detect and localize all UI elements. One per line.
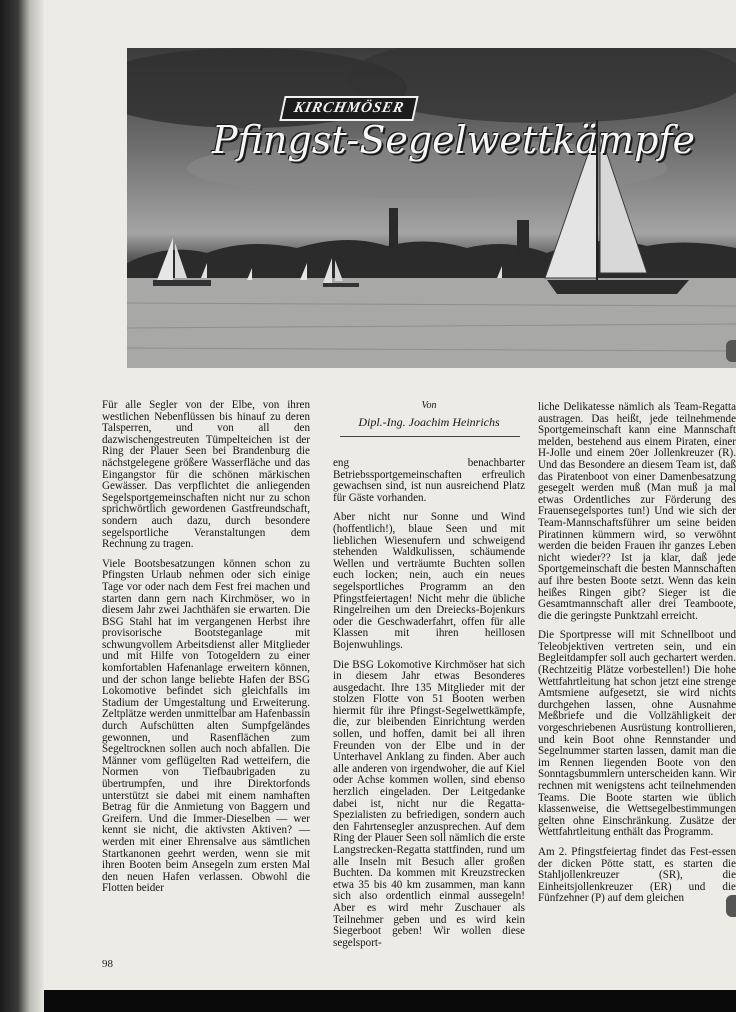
photo-illustration [127,48,736,368]
paragraph: Viele Bootsbesatzungen können schon zu Pfingsten Urlaub nehmen oder sich einige Tage vor oder nach dem Fest frei machen und starten dann gern nach Kirchmöser, wo in diesem Jahr zwei Jachthäfen sie erwarten. Die BSG Stahl hat im vergangenen Herbst ihre provisorische Bootsteganlage mit schwungvollem Arbeitsdienst aller Mitglieder und mit Hilfe von Totogeldern zu einer komfortablen Hafenanlage erweitern können, und der schon lange beliebte Hafen der BSG Lokomotive befindet sich gleichfalls im Stadium der Umgestaltung und Erweiterung. Zeltplätze werden unmittelbar am Hafenbassin durch Aufschütten alten Sumpfgeländes gewonnen, und Rasenflächen zum Segeltrocknen sollen auch noch abfallen. Die Männer vom geflügelten Rad wetteifern, die Normen von Tiefbaubrigaden zu übertrumpfen, und ihre Direktorfonds unterstützt sie dabei mit einem namhaften Betrag für die Anmietung von Baggern und Greifern. Und die Immer-Dieselben — wer kennt sie nicht, die aktivsten Aktiven? — werden mit einer Ehrensalve aus sämtlichen Startkanonen geehrt werden, wenn sie mit ihren Booten beim Ansegeln zum ersten Mal den neuen Hafen verlassen. Obwohl die Flotten beider [102,557,310,895]
byline-divider [340,436,520,437]
byline-von: Von [421,400,437,411]
paragraph: Für alle Segler von der Elbe, von ihren westlichen Nebenflüssen bis hinauf zu deren Talsperren, und von all den dazwischengestreuten Tümpelteichen ist der Ring der Plauer Seen bei Brandenburg die nächstgelegene größere Wasserfläche und das Eingangstor für die schönen märkischen Gewässer. Das verpflichtet die anliegenden Segelsportgemeinschaften nicht nur zu schon sprichwörtlich gewordenen Gastfreundschaft, sondern auch dazu, durch besondere segelsportliche Veranstaltungen dem Rechnung zu tragen. [102,399,310,551]
paragraph: Die BSG Lokomotive Kirchmöser hat sich in diesem Jahr etwas Besonderes ausgedacht. Ihre 135 Mitglieder mit der stolzen Flotte von 51 Booten werben hiermit für ihre Pfingst-Segelwettkämpfe, die, zur bleibenden Einrichtung werden sollen, und hoffen, damit bei all ihren Freunden von der Elbe und in der Unterhavel Anklang zu finden. Aber auch alle anderen von irgendwoher, die auf Kiel oder Achse kommen wollen, sind ebenso herzlich eingeladen. Der Leitgedanke dabei ist, nicht nur die Regatta-Spezialisten zu befriedigen, sondern auch den Fahrtensegler anzusprechen. Auf dem Ring der Plauer Seen soll nämlich die erste Langstrecken-Regatta stattfinden, rund um alle Inseln mit Besuch aller großen Buchten. Da kommen mit Kreuzstrecken etwa 35 bis 40 km zusammen, man kann sich also ordentlich einmal aussegeln! Aber es wird mehr Zuschauer als Teilnehmer geben und es wird kein Siegerboot geben! Wir wollen diese segelsport- [333,658,525,949]
sailboats-lake-photo [127,48,736,368]
headline-kicker: KIRCHMÖSER [279,96,418,121]
paragraph: Am 2. Pfingstfeiertag findet das Fest-essen der dicken Pötte statt, es starten die Stahljollenkreuzer (SR), die Einheitsjollenkreuzer (ER) und die Fünfzehner (P) auf dem gleichen [538,845,736,905]
paragraph: eng benachbarter Betriebssportgemeinschaften erfreulich gewachsen sind, ist nun ausreichend Platz für Gäste vorhanden. [333,457,525,504]
paragraph: liche Delikatesse nämlich als Team-Regatta austragen. Das heißt, jede teilnehmende Sportgemeinschaft kann eine Mannschaft melden, bestehend aus einem Piraten, einer H-Jolle und einem 20er Jollenkreuzer (R). Und das Besondere an diesem Team ist, daß das Piratenboot von einer Damenbesatzung gesegelt werden muß (Man muß ja mal etwas Ordentliches zur Förderung des Frauensegelsportes tun!) Und wie sich der Team-Mannschaftsführer um seine beiden Piratinnen kümmern wird, so verwöhnt werden die beiden Frauen ihr ganzes Leben nicht wieder?? Ist ja klar, daß jede Sportgemeinschaft die besten Mannschaften auf ihre besten Boote setzt. Wenn das kein heißes Ringen gibt? Sieger ist die Gesamtmannschaft aller drei Teamboote, die die geringste Punktzahl erreicht. [538,401,736,622]
article-column-3 [538,402,736,913]
paragraph: Aber nicht nur Sonne und Wind (hoffentlich!), blaue Seen und mit lieblichen Wiesenufern und schweigend stehenden Waldkulissen, schäumende Wellen und verträumte Buchten sollen euch locken; nein, auch ein neues segelsportliches Programm an den Pfingstfeiertagen! Nicht mehr die übliche Ringelreihen um den Dreiecks-Bojenkurs oder die Geschwaderfahrt, offen für alle Klassen mit ihren heillosen Bojenwuhlings. [333,511,525,651]
page-number: 98 [102,958,113,970]
article-column-1 [102,400,310,903]
byline-author: Dipl.-Ing. Joachim Heinrichs [358,415,500,429]
binder-clip [726,340,736,362]
article-column-2 [333,458,525,957]
paragraph: Die Sportpresse will mit Schnellboot und Teleobjektiven vertreten sein, und ein Begleitdampfer soll auch gechartert werden. (Rechtzeitig Plätze vorbestellen!) Die hohe Wettfahrtleitung hat schon jetzt eine strenge Amtsmiene aufgesetzt, sie wird nichts durchgehen lassen, ohne Ausnahme Meßbriefe und die Vollzähligkeit der vorgeschriebenen Ausrüstung kontrollieren, und kein Boot ohne Rennstander und Segelnummer starten lassen, damit man die im Rennen liegenden Boote von den Sonntagsbummlern unterscheiden kann. Wir rechnen mit wenigstens acht teilnehmenden Teams. Die Boote starten wie üblich klassenweise, die Wettsegelbestimmungen gelten ohne Einschränkung. Zusätze der Wettfahrtleitung enthält das Programm. [538,629,736,839]
binder-clip [726,895,736,917]
magazine-page [44,0,736,990]
headline-title: Pfingst-Segelwettkämpfe [212,118,695,162]
byline [333,400,525,430]
book-binding [0,0,44,1012]
